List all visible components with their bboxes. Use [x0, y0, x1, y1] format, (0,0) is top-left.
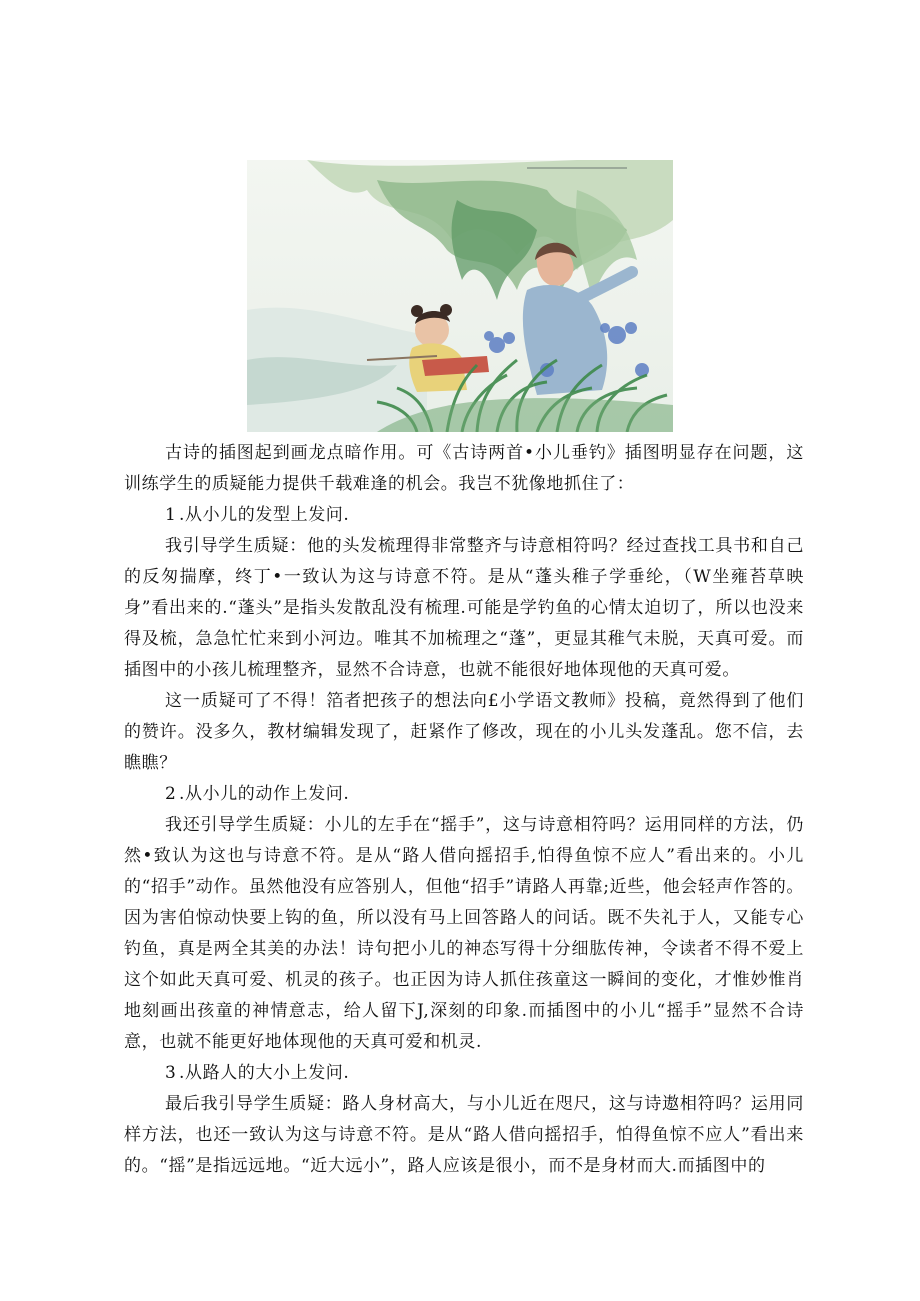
heading-number: 3	[165, 1063, 177, 1083]
paragraph-intro: 古诗的插图起到画龙点暗作用。可《古诗两首•小儿垂钓》插图明显存在问题，这训练学生的质疑能力提供千载难逢的机会。我岂不犹像地抓住了：	[124, 443, 804, 494]
paragraph-gesture: 我还引导学生质疑：小儿的左手在“摇手”，这与诗意相符吗？运用同样的方法，仍然•致认为这也与诗意不符。是从“路人借向摇招手,怕得鱼惊不应人”看出来的。小儿的“招手”动作。虽然他没有应答别人，但他“招手”请路人再靠;近些，他会轻声作答的。因为害伯惊动快要上钩的鱼，所以没有马上回答路人的问话。既不失礼于人，又能专心钓鱼，真是两全其美的办法！诗句把小儿的神态写得十分细肱传神，令读者不得不爱上这个如此天真可爱、机灵的孩子。也正因为诗人抓住孩童这一瞬间的变化，才惟妙惟肖地刻画出孩童的神情意志，给人留下J,深刻的印象.而插图中的小儿“摇手”显然不合诗意，也就不能更好地体现他的天真可爱和机灵.	[124, 815, 804, 1052]
heading-text: .从小儿的发型上发问.	[179, 505, 350, 525]
paragraph-passerby: 最后我引导学生质疑：路人身材高大，与小儿近在咫尺，这与诗遨相符吗？运用同样方法，也还一致认为这与诗意不符。是从“路人借向摇招手，怕得鱼惊不应人”看出来的。“摇”是指远远地。“近大远小”，路人应该是很小，而不是身材而大.而插图中的	[124, 1094, 804, 1176]
section-heading-3	[124, 1058, 804, 1089]
section-heading-2	[124, 779, 804, 810]
paragraph-result: 这一质疑可了不得！箔者把孩子的想法向£小学语文教师》投稿，竟然得到了他们的赞许。没多久，教材编辑发现了，赶紧作了修改，现在的小儿头发蓬乱。您不信，去瞧瞧？	[124, 691, 804, 773]
fishing-child-illustration-icon	[247, 160, 673, 432]
fishing-child-illustration	[247, 160, 673, 432]
heading-text: .从小儿的动作上发问.	[179, 784, 350, 804]
paragraph-hairstyle: 我引导学生质疑：他的头发梳理得非常整齐与诗意相符吗？经过查找工具书和自己的反匆揣摩，终丁•一致认为这与诗意不符。是从“蓬头稚子学垂纶，（W坐雍苔草映身”看出来的.“蓬头”是指头发散乱没有梳理.可能是学钓鱼的心情太迫切了，所以也没来得及梳，急急忙忙来到小河边。唯其不加梳理之“蓬”，更显其稚气未脱，天真可爱。而插图中的小孩儿梳理整齐，显然不合诗意，也就不能很好地体现他的天真可爱。	[124, 536, 804, 680]
heading-text: .从路人的大小上发问.	[179, 1063, 350, 1083]
heading-number: 2	[165, 784, 177, 804]
article-body	[124, 438, 804, 1182]
section-heading-1	[124, 500, 804, 531]
heading-number: 1	[165, 505, 177, 525]
